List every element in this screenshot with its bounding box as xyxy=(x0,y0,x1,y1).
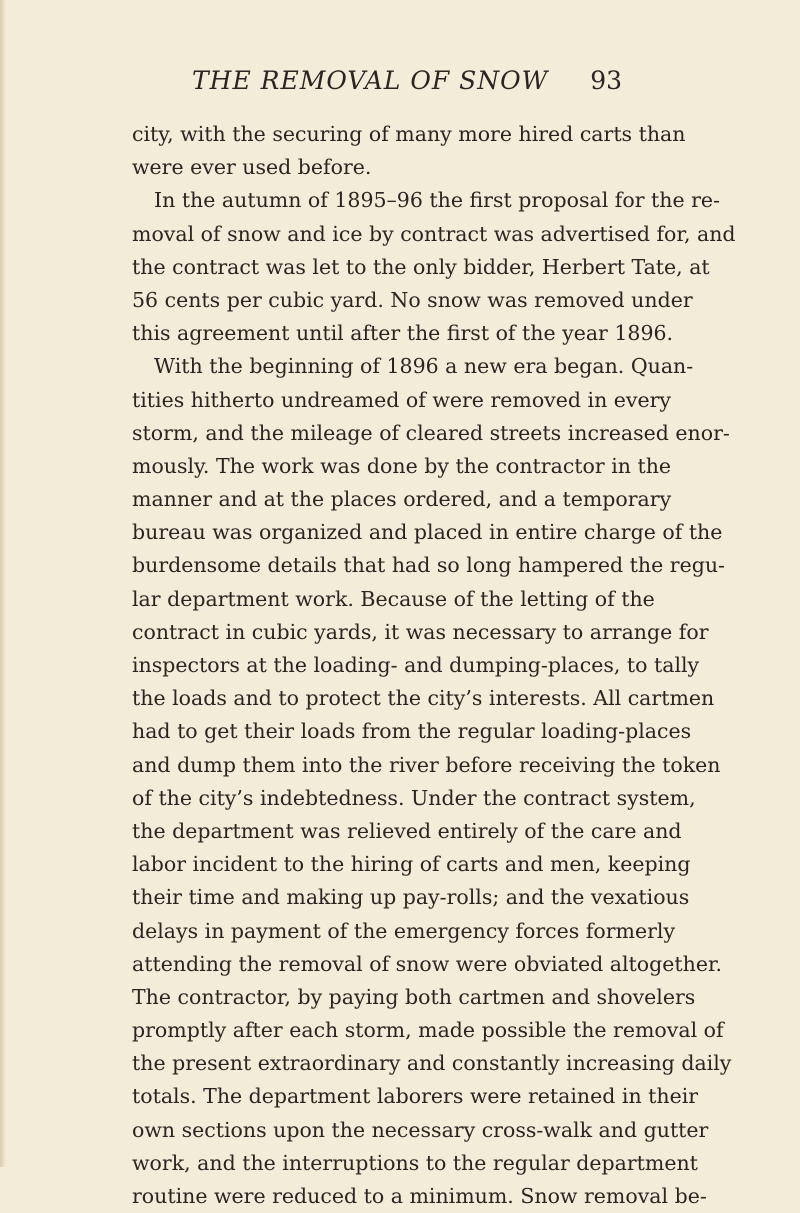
running-head xyxy=(192,66,622,102)
page-edge-shadow xyxy=(0,0,6,1167)
page-number: 93 xyxy=(590,66,622,95)
text-line: With the beginning of 1896 a new era began. Quan- xyxy=(154,354,694,379)
text-line: the contract was let to the only bidder, Herbert Tate, at xyxy=(132,254,710,279)
text-line: of the city’s indebtedness. Under the contract system, xyxy=(132,785,696,810)
text-line: burdensome details that had so long hampered the regu- xyxy=(132,553,725,578)
text-line: lar department work. Because of the letting of the xyxy=(132,586,655,611)
text-line: delays in payment of the emergency forces formerly xyxy=(132,918,676,943)
text-line: were ever used before. xyxy=(132,155,372,180)
text-line: city, with the securing of many more hired carts than xyxy=(132,122,686,146)
text-line: moval of snow and ice by contract was advertised for, and xyxy=(132,221,736,246)
text-line: had to get their loads from the regular loading-places xyxy=(132,719,692,744)
text-line: routine were reduced to a minimum. Snow removal be- xyxy=(132,1184,707,1208)
text-line: 56 cents per cubic yard. No snow was removed under xyxy=(132,287,693,312)
text-line: contract in cubic yards, it was necessary to arrange for xyxy=(132,619,709,644)
text-line: own sections upon the necessary cross-walk and gutter xyxy=(132,1117,709,1142)
text-line: totals. The department laborers were retained in their xyxy=(132,1084,699,1109)
text-line: the loads and to protect the city’s interests. All cartmen xyxy=(132,686,715,711)
text-line: The contractor, by paying both cartmen and shovelers xyxy=(132,984,696,1009)
text-line: and dump them into the river before receiving the token xyxy=(132,752,721,777)
body-text xyxy=(132,118,736,1213)
text-line: the present extraordinary and constantly increasing daily xyxy=(132,1051,732,1076)
text-line: this agreement until after the first of the year 1896. xyxy=(132,321,674,346)
text-line: promptly after each storm, made possible the removal of xyxy=(132,1018,724,1043)
text-line: labor incident to the hiring of carts and men, keeping xyxy=(132,852,691,877)
text-line: tities hitherto undreamed of were removed in every xyxy=(132,387,672,412)
running-title: THE REMOVAL OF SNOW xyxy=(192,66,549,95)
text-line: inspectors at the loading- and dumping-places, to tally xyxy=(132,653,700,677)
text-line: the department was relieved entirely of the care and xyxy=(132,818,682,843)
text-line: In the autumn of 1895–96 the first proposal for the re- xyxy=(154,188,720,213)
text-line: work, and the interruptions to the regular department xyxy=(132,1150,698,1175)
text-line: mously. The work was done by the contractor in the xyxy=(132,453,672,478)
text-line: storm, and the mileage of cleared streets increased enor- xyxy=(132,420,730,445)
text-line: manner and at the places ordered, and a temporary xyxy=(132,487,672,512)
text-line: attending the removal of snow were obviated altogether. xyxy=(132,951,723,976)
text-line: their time and making up pay-rolls; and the vexatious xyxy=(132,885,690,910)
text-line: bureau was organized and placed in entire charge of the xyxy=(132,520,723,545)
